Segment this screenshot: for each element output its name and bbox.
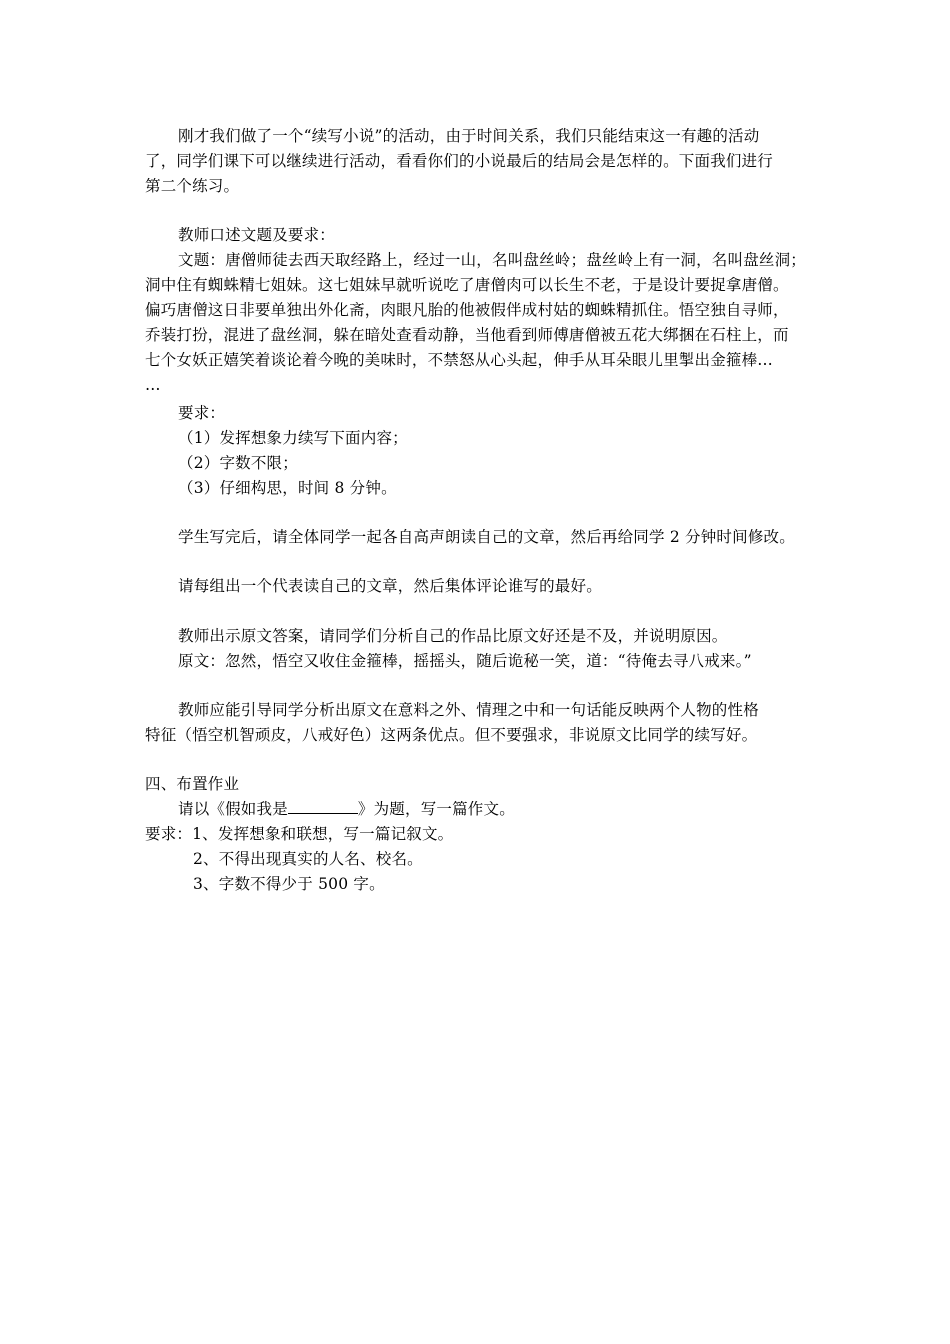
homework-requirement-1 bbox=[145, 822, 453, 846]
homework-heading: 四、布置作业 bbox=[145, 775, 240, 793]
title-blank bbox=[288, 799, 358, 814]
homework-requirement-text-1: 1、发挥想象和联想，写一篇记叙文。 bbox=[192, 825, 454, 843]
homework-requirement-3: 3、字数不得少于 500 字。 bbox=[193, 875, 385, 893]
topic-line-6: … bbox=[145, 376, 161, 394]
homework-prompt-end: 》为题，写一篇作文。 bbox=[357, 800, 515, 818]
requirements-heading: 要求： bbox=[178, 404, 226, 422]
intro-line-1: 刚才我们做了一个“续写小说”的活动，由于时间关系，我们只能结束这一有趣的活动 bbox=[178, 127, 760, 145]
topic-line-3: 偏巧唐僧这日非要单独出外化斋，肉眼凡胎的他被假伴成村姑的蜘蛛精抓住。悟空独自寻师， bbox=[145, 301, 789, 319]
requirement-item-1: （1）发挥想象力续写下面内容； bbox=[178, 429, 408, 447]
groups-paragraph: 请每组出一个代表读自己的文章，然后集体评论谁写的最好。 bbox=[178, 577, 602, 595]
topic-line-2: 洞中住有蜘蛛精七姐妹。这七姐妹早就听说吃了唐僧肉可以长生不老，于是设计要捉拿唐僧。 bbox=[145, 276, 789, 294]
intro-line-2: 了，同学们课下可以继续进行活动，看看你们的小说最后的结局会是怎样的。下面我们进行 bbox=[145, 152, 774, 170]
answer-paragraph: 教师出示原文答案，请同学们分析自己的作品比原文好还是不及，并说明原因。 bbox=[178, 627, 728, 645]
guide-line-1: 教师应能引导同学分析出原文在意料之外、情理之中和一句话能反映两个人物的性格 bbox=[178, 701, 759, 719]
topic-line-1: 文题：唐僧师徒去西天取经路上，经过一山，名叫盘丝岭；盘丝岭上有一洞，名叫盘丝洞； bbox=[178, 251, 807, 269]
requirement-item-3: （3）仔细构思，时间 8 分钟。 bbox=[178, 479, 397, 497]
requirement-item-2: （2）字数不限； bbox=[178, 454, 298, 472]
homework-requirement-lead: 要求： bbox=[145, 825, 193, 843]
intro-line-3: 第二个练习。 bbox=[145, 177, 240, 195]
homework-prompt-start: 请以《假如我是 bbox=[178, 800, 288, 818]
topic-heading: 教师口述文题及要求： bbox=[178, 226, 336, 244]
homework-prompt bbox=[178, 797, 515, 821]
original-text-paragraph: 原文：忽然，悟空又收住金箍棒，摇摇头，随后诡秘一笑，道：“待俺去寻八戒来。” bbox=[178, 652, 752, 670]
topic-line-4: 乔装打扮，混进了盘丝洞，躲在暗处查看动静，当他看到师傅唐僧被五花大绑捆在石柱上，而 bbox=[145, 326, 789, 344]
students-paragraph: 学生写完后，请全体同学一起各自高声朗读自己的文章，然后再给同学 2 分钟时间修改。 bbox=[178, 528, 795, 546]
guide-line-2: 特征（悟空机智顽皮，八戒好色）这两条优点。但不要强求，非说原文比同学的续写好。 bbox=[145, 726, 758, 744]
topic-line-5: 七个女妖正嬉笑着谈论着今晚的美味时，不禁怒从心头起，伸手从耳朵眼儿里掣出金箍棒… bbox=[145, 351, 774, 369]
homework-requirement-2: 2、不得出现真实的人名、校名。 bbox=[193, 850, 423, 868]
